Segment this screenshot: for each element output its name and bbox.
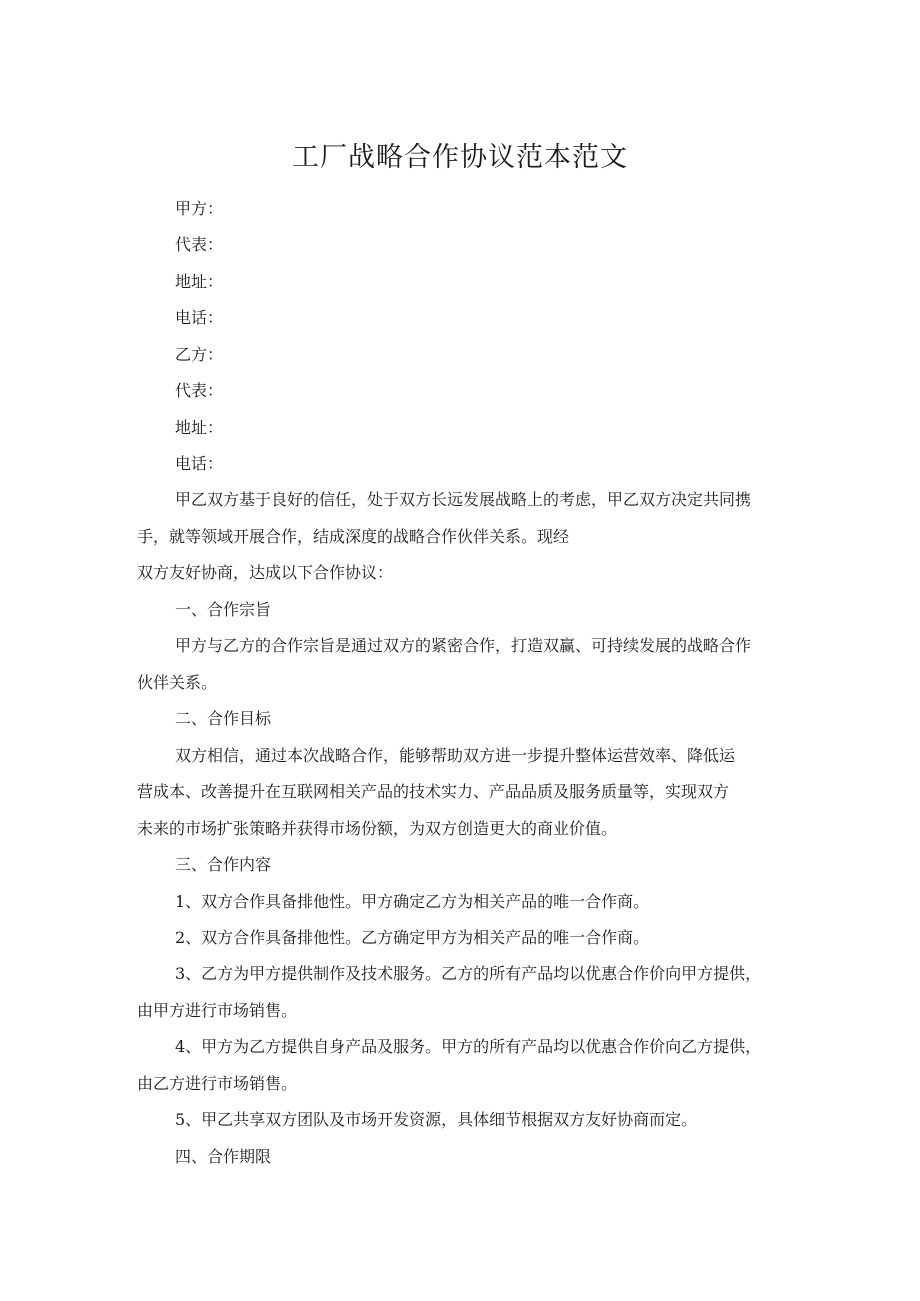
intro-line: 手，就等领域开展合作，结成深度的战略合作伙伴关系。现经 (137, 527, 570, 546)
content-item-5: 5、甲乙共享双方团队及市场开发资源，具体细节根据双方友好协商而定。 (175, 1110, 698, 1129)
content-item-4-continued: 由乙方进行市场销售。 (137, 1074, 298, 1093)
content-item-3-continued: 由甲方进行市场销售。 (137, 1001, 298, 1020)
content-item-2: 2、双方合作具备排他性。乙方确定甲方为相关产品的唯一合作商。 (175, 928, 650, 947)
section-heading-term: 四、合作期限 (175, 1147, 272, 1166)
party-a-label: 甲方： (175, 199, 224, 218)
party-a-address-label: 地址： (175, 272, 224, 291)
goals-line: 双方相信，通过本次战略合作，能够帮助双方进一步提升整体运营效率、降低运 (175, 746, 736, 765)
goals-line: 营成本、改善提升在互联网相关产品的技术实力、产品品质及服务质量等，实现双方 (137, 782, 730, 801)
section-heading-content: 三、合作内容 (175, 855, 272, 874)
party-b-phone-label: 电话： (175, 454, 224, 473)
party-b-representative-label: 代表： (175, 381, 224, 400)
party-a-phone-label: 电话： (175, 308, 224, 327)
party-b-address-label: 地址： (175, 418, 224, 437)
content-item-3: 3、乙方为甲方提供制作及技术服务。乙方的所有产品均以优惠合作价向甲方提供， (175, 964, 762, 983)
document-title: 工厂战略合作协议范本范文 (292, 142, 628, 173)
purpose-line: 伙伴关系。 (137, 673, 218, 692)
party-b-label: 乙方： (175, 345, 224, 364)
content-item-4: 4、甲方为乙方提供自身产品及服务。甲方的所有产品均以优惠合作价向乙方提供， (175, 1037, 762, 1056)
intro-line: 双方友好协商，达成以下合作协议： (137, 563, 394, 582)
content-item-1: 1、双方合作具备排他性。甲方确定乙方为相关产品的唯一合作商。 (175, 892, 650, 911)
purpose-line: 甲方与乙方的合作宗旨是通过双方的紧密合作，打造双赢、可持续发展的战略合作 (175, 636, 752, 655)
intro-line: 甲乙双方基于良好的信任，处于双方长远发展战略上的考虑，甲乙双方决定共同携 (175, 490, 752, 509)
section-heading-purpose: 一、合作宗旨 (175, 600, 272, 619)
goals-line: 未来的市场扩张策略并获得市场份额，为双方创造更大的商业价值。 (137, 819, 618, 838)
section-heading-goals: 二、合作目标 (175, 709, 272, 728)
party-a-representative-label: 代表： (175, 235, 224, 254)
